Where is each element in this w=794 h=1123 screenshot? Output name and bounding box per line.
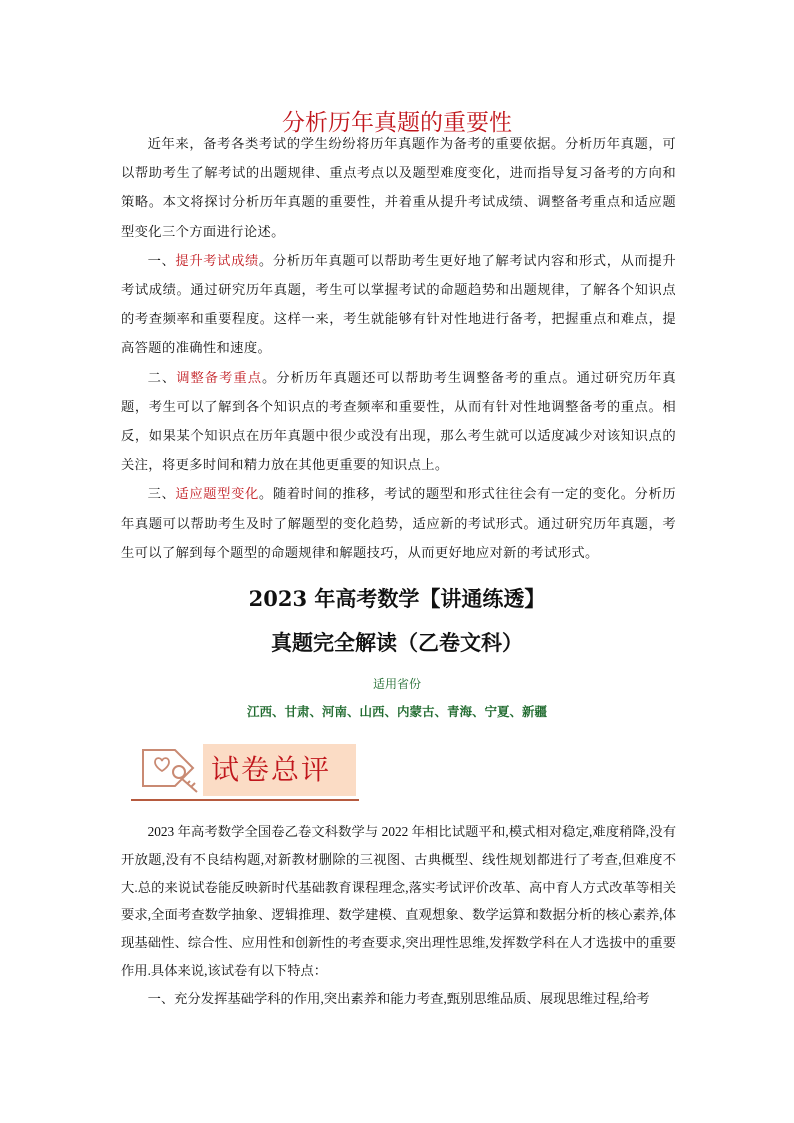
provinces-label: 适用省份 [372,677,421,691]
banner-underline [131,799,359,801]
page-title: 分析历年真题的重要性 [282,110,512,136]
article-body [121,130,676,568]
point-paragraph-1 [121,247,676,364]
review-paragraph-2: 一、充分发挥基础学科的作用,突出素养和能力考查,甄别思维品质、展现思维过程,给考 [147,990,650,1006]
point-text: 。随着时间的推移，考试的题型和形式往往会有一定的变化。分析历年真题可以帮助考生及时了解题型的变化趋势，适应新的考试形式。通过研究历年真题，考生可以了解到每个题型的命题规律和解题技巧，从而更好地应对新的考试形式。 [121,487,677,561]
exam-subheading: 真题完全解读（乙卷文科） [271,630,523,655]
banner-title: 试卷总评 [211,753,332,786]
point-paragraph-3 [121,480,676,568]
exam-heading: 2023 年高考数学【讲通练透】 [248,586,546,611]
review-body [121,818,676,1013]
tag-heart-icon [135,742,205,800]
point-text: 。分析历年真题可以帮助考生更好地了解考试内容和形式，从而提升考试成绩。通过研究历年真题，考生可以掌握考试的命题趋势和出题规律，了解各个知识点的考查频率和重要程度。这样一来，考生就能够有针对性地进行备考，把握重点和难点，提高答题的准确性和速度。 [121,253,677,357]
point-paragraph-2 [121,364,676,481]
point-highlight: 提升考试成绩 [175,253,259,269]
point-highlight: 调整备考重点 [176,370,262,386]
point-prefix: 三、 [147,487,176,503]
section-banner [131,740,361,802]
intro-paragraph: 近年来，备考各类考试的学生纷纷将历年真题作为备考的重要依据。分析历年真题，可以帮助考生了解考试的出题规律、重点考点以及题型难度变化，进而指导复习备考的方向和策略。本文将探讨分析历年真题的重要性，并着重从提升考试成绩、调整备考重点和适应题型变化三个方面进行论述。 [121,137,676,240]
point-highlight: 适应题型变化 [175,487,259,503]
point-prefix: 二、 [147,370,177,386]
provinces-list: 江西、甘肃、河南、山西、内蒙古、青海、宁夏、新疆 [246,704,547,719]
review-paragraph-1: 2023 年高考数学全国卷乙卷文科数学与 2022 年相比试题平和,模式相对稳定,难度稍降,没有开放题,没有不良结构题,对新教材删除的三视图、古典概型、线性规划都进行了考查,但难度不大.总的来说试卷能反映新时代基础教育课程理念,落实考试评价改革、高中育人方式改革等相关要求,全面考查数学抽象、逻辑推理、数学建模、直观想象、数学运算和数据分析的核心素养,体现基础性、综合性、应用性和创新性的考查要求,突出理性思维,发挥数学科在人才选拔中的重要作用.具体来说,该试卷有以下特点： [121,824,676,978]
point-prefix: 一、 [147,253,176,269]
point-text: 。分析历年真题还可以帮助考生调整备考的重点。通过研究历年真题，考生可以了解到各个知识点的考查频率和重要性，从而有针对性地调整备考的重点。相反，如果某个知识点在历年真题中很少或没有出现，那么考生就可以适度减少对该知识点的关注，将更多时间和精力放在其他更重要的知识点上。 [121,370,676,474]
